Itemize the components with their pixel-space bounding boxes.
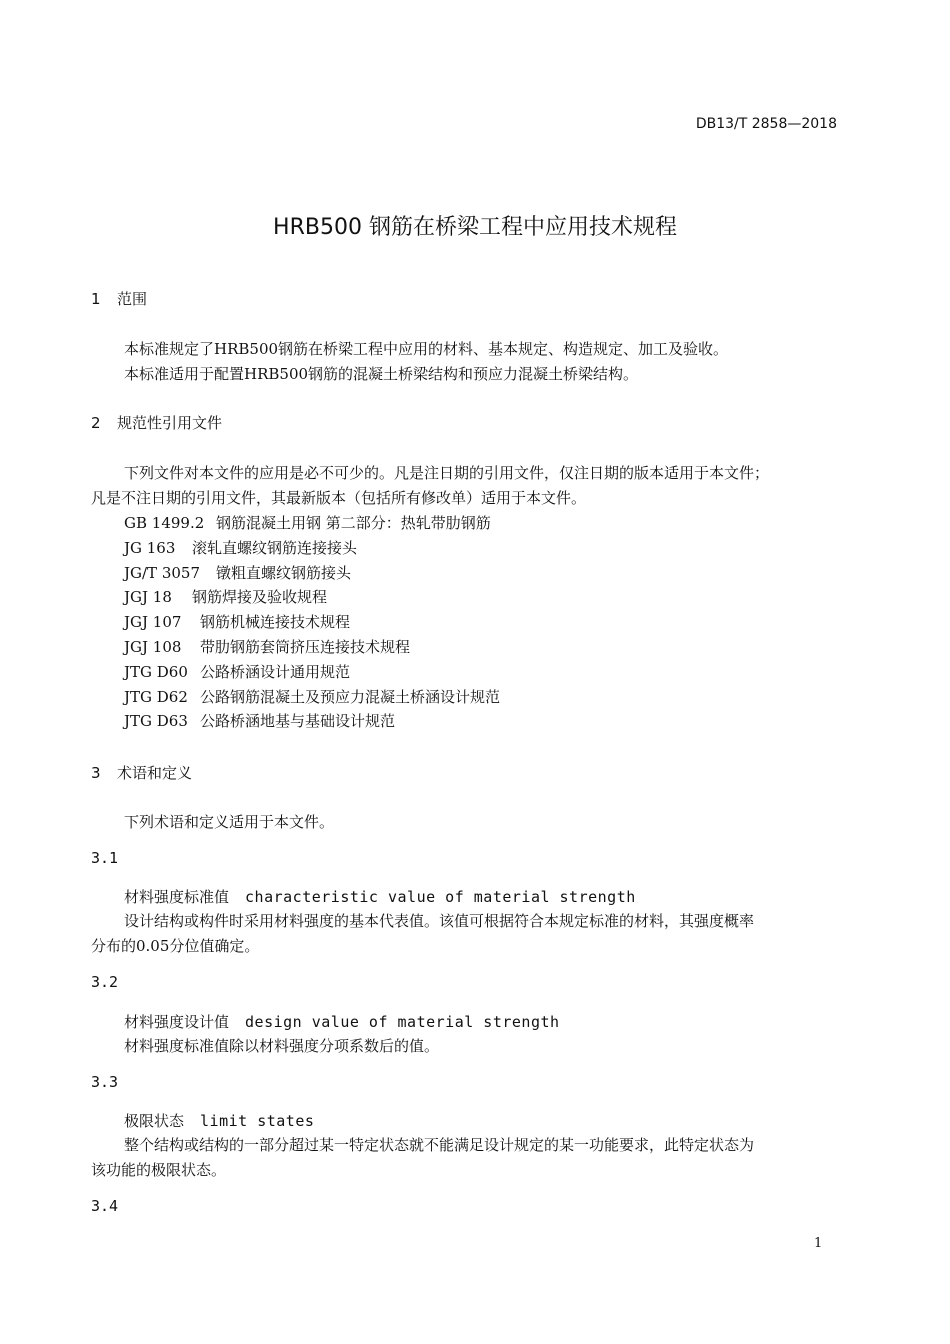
section-title: 术语和定义 [117,764,193,782]
reference-code: JGJ 108 [124,638,182,656]
term-zh: 材料强度设计值 [124,1013,230,1031]
reference-name: 公路钢筋混凝土及预应力混凝土桥涵设计规范 [200,688,501,706]
reference-code: GB 1499.2 [124,514,205,532]
term-number: 3.4 [91,1197,119,1215]
reference-name: 钢筋机械连接技术规程 [200,613,351,631]
reference-name: 滚轧直螺纹钢筋连接接头 [192,539,358,557]
reference-item [124,512,491,533]
term-definition-continued: 该功能的极限状态。 [91,1161,227,1179]
term-definition: 设计结构或构件时采用材料强度的基本代表值。该值可根据符合本规定标准的材料，其强度概率 [124,912,755,930]
section-number: 1 [91,290,101,308]
reference-name: 镦粗直螺纹钢筋接头 [216,564,352,582]
reference-name: 钢筋混凝土用钢 第二部分：热轧带肋钢筋 [216,514,491,532]
reference-item [124,562,351,583]
reference-item [124,636,410,657]
term-heading [124,886,636,907]
term-en: design value of material strength [245,1013,560,1031]
term-definition: 材料强度标准值除以材料强度分项系数后的值。 [124,1037,440,1055]
reference-name: 公路桥涵设计通用规范 [200,663,351,681]
document-title: HRB500 钢筋在桥梁工程中应用技术规程 [273,215,677,240]
reference-item [124,686,500,707]
term-number: 3.3 [91,1073,119,1091]
section-title: 规范性引用文件 [117,414,223,432]
term-zh: 极限状态 [124,1112,185,1130]
reference-item [124,710,395,731]
reference-item [124,611,350,632]
term-en: characteristic value of material strength [245,888,636,906]
reference-code: JTG D63 [124,712,188,730]
section-2-intro-continued: 凡是不注日期的引用文件，其最新版本（包括所有修改单）适用于本文件。 [91,489,587,507]
term-zh: 材料强度标准值 [124,888,230,906]
reference-code: JG 163 [124,539,176,557]
section-2-heading [91,412,222,433]
reference-code: JGJ 107 [124,613,182,631]
section-1-paragraph: 本标准适用于配置HRB500钢筋的混凝土桥梁结构和预应力混凝土桥梁结构。 [124,365,639,383]
section-3-heading [91,762,192,783]
reference-code: JTG D62 [124,688,188,706]
page-number: 1 [814,1236,823,1251]
section-1-heading [91,288,147,309]
section-title: 范围 [117,290,148,308]
reference-code: JGJ 18 [124,588,172,606]
section-1-paragraph: 本标准规定了HRB500钢筋在桥梁工程中应用的材料、基本规定、构造规定、加工及验收。 [124,340,729,358]
reference-item [124,586,327,607]
section-number: 3 [91,764,101,782]
standard-code: DB13/T 2858—2018 [695,116,837,132]
term-en: limit states [200,1112,315,1130]
section-3-intro: 下列术语和定义适用于本文件。 [124,813,335,831]
term-number: 3.2 [91,973,119,991]
term-number: 3.1 [91,849,119,867]
reference-code: JTG D60 [124,663,188,681]
reference-name: 带肋钢筋套筒挤压连接技术规程 [200,638,411,656]
section-number: 2 [91,414,101,432]
reference-item [124,661,350,682]
term-definition-continued: 分布的0.05分位值确定。 [91,937,260,955]
section-2-intro: 下列文件对本文件的应用是必不可少的。凡是注日期的引用文件，仅注日期的版本适用于本文件； [124,464,770,482]
reference-name: 公路桥涵地基与基础设计规范 [200,712,396,730]
reference-item [124,537,357,558]
term-heading [124,1011,560,1032]
reference-name: 钢筋焊接及验收规程 [192,588,328,606]
reference-code: JG/T 3057 [124,564,200,582]
term-definition: 整个结构或结构的一部分超过某一特定状态就不能满足设计规定的某一功能要求，此特定状态为 [124,1136,755,1154]
term-heading [124,1110,314,1131]
